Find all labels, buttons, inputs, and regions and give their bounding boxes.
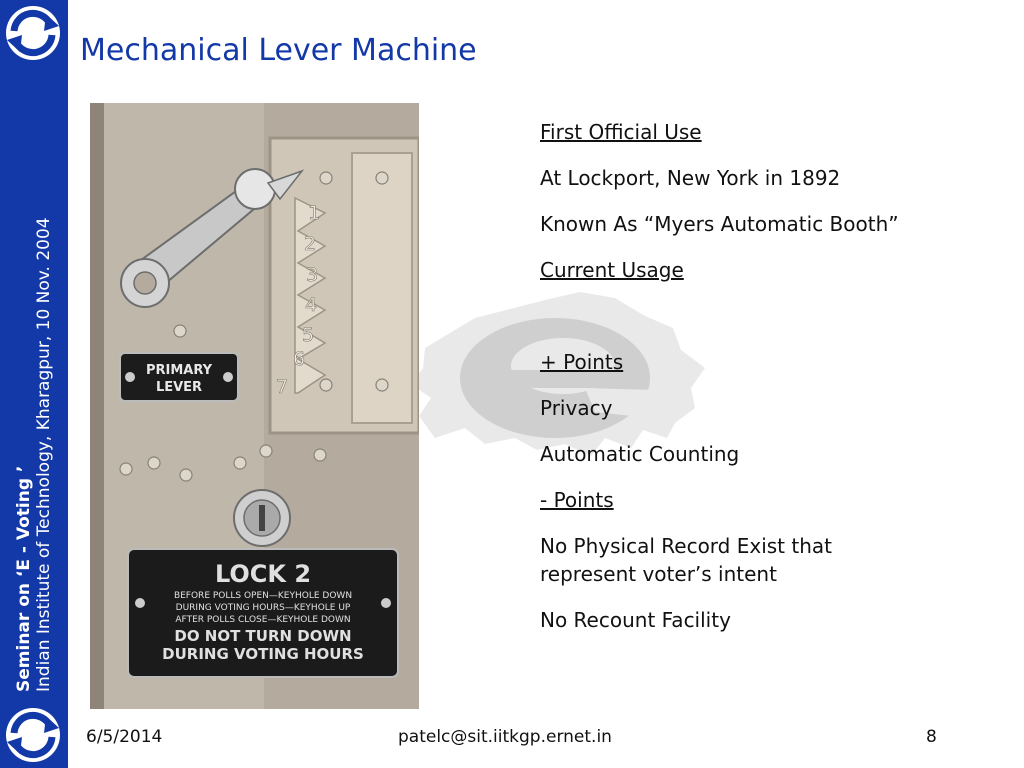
list-item: At Lockport, New York in 1892 xyxy=(540,166,841,190)
footer-date: 6/5/2014 xyxy=(86,727,163,747)
lock-instruction: AFTER POLLS CLOSE—KEYHOLE DOWN xyxy=(175,615,351,625)
sidebar-caption xyxy=(14,132,54,692)
lever-label: LEVER xyxy=(155,380,203,395)
list-item: First Official Use xyxy=(540,120,702,144)
lever-number: 5 xyxy=(302,324,315,346)
list-item: + Points xyxy=(540,350,624,374)
sidebar-institute: Indian Institute of Technology, Kharagpur, 10 Nov. 2004 xyxy=(34,217,54,692)
list-item: No Recount Facility xyxy=(540,608,731,632)
page-number: 8 xyxy=(926,727,937,747)
sidebar xyxy=(0,0,68,768)
content-list xyxy=(540,118,980,652)
lever-number: 7 xyxy=(276,376,289,398)
spacer xyxy=(540,302,980,330)
lock-warning: DO NOT TURN DOWN xyxy=(174,627,352,645)
list-item: Current Usage xyxy=(540,258,684,282)
list-item: Automatic Counting xyxy=(540,442,740,466)
cycle-arrows-logo-icon xyxy=(2,706,64,764)
cycle-arrows-logo-icon xyxy=(2,4,64,62)
lock-instruction: DURING VOTING HOURS—KEYHOLE UP xyxy=(175,603,351,613)
lock-instruction: BEFORE POLLS OPEN—KEYHOLE DOWN xyxy=(173,591,353,601)
footer-email: patelc@sit.iitkgp.ernet.in xyxy=(398,727,612,747)
lever-number: 6 xyxy=(293,348,306,370)
list-item: Privacy xyxy=(540,396,613,420)
lever-number: 1 xyxy=(308,202,321,224)
lock-title: LOCK 2 xyxy=(214,560,312,588)
lever-number: 3 xyxy=(306,264,319,286)
sidebar-seminar-title: Seminar on ‘E - Voting ’ xyxy=(14,465,34,692)
lock-warning: DURING VOTING HOURS xyxy=(162,645,364,663)
lever-number: 4 xyxy=(305,294,318,316)
lever-number: 2 xyxy=(304,233,317,255)
list-item: Known As “Myers Automatic Booth” xyxy=(540,212,899,236)
page-title: Mechanical Lever Machine xyxy=(80,33,477,68)
primary-label: PRIMARY xyxy=(145,363,213,378)
lever-machine-photo xyxy=(90,103,419,709)
list-item: No Physical Record Exist that represent voter’s intent xyxy=(540,534,832,586)
list-item: - Points xyxy=(540,488,614,512)
